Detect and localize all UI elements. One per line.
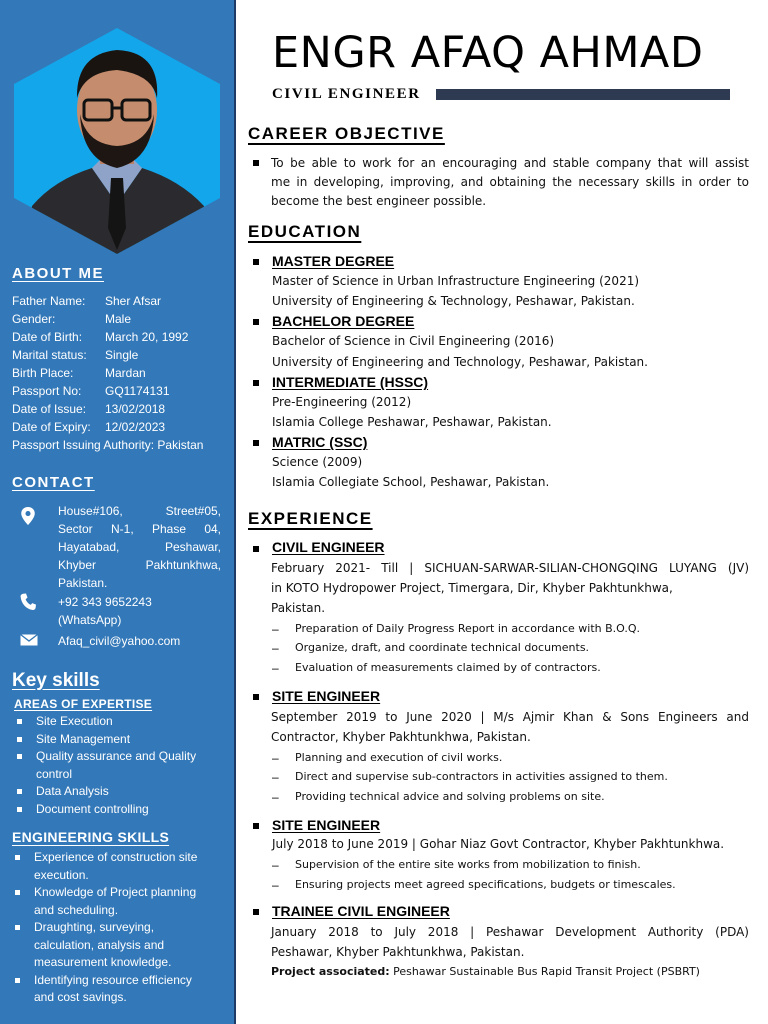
job-duty: Planning and execution of civil works. <box>295 751 503 764</box>
engineering-skills-heading: ENGINEERING SKILLS <box>12 829 170 845</box>
list-item: Quality assurance and Quality control <box>14 748 224 783</box>
dash-bullet: – <box>272 751 279 765</box>
sidebar <box>0 0 236 1024</box>
location-pin-icon <box>20 507 36 525</box>
dash-bullet: – <box>272 661 279 675</box>
contact-heading: CONTACT <box>12 474 95 491</box>
person-name: ENGR AFAQ AHMAD <box>272 28 704 78</box>
about-row: Marital status: Single <box>12 348 139 362</box>
list-item: Identifying resource efficiency and cost savings. <box>12 972 212 1007</box>
engineering-skills-list <box>12 849 212 1007</box>
job-description: January 2018 to July 2018 | Peshawar Development Authority (PDA) Peshawar, Khyber Pakhtunkhwa, Pakistan. <box>271 925 749 959</box>
education-institution: University of Engineering & Technology, Peshawar, Pakistan. <box>272 294 635 308</box>
profile-photo <box>14 28 220 254</box>
phone-icon <box>20 593 36 611</box>
dash-bullet: – <box>272 641 279 655</box>
list-item: Knowledge of Project planning and scheduling. <box>12 884 212 919</box>
job-duty: Direct and supervise sub-contractors in activities assigned to them. <box>295 770 668 783</box>
dash-bullet: – <box>272 622 279 636</box>
career-objective-heading: CAREER OBJECTIVE <box>248 124 445 143</box>
list-item: Site Management <box>14 731 224 749</box>
dash-bullet: – <box>272 878 279 892</box>
dash-bullet: – <box>272 858 279 872</box>
education-heading: EDUCATION <box>248 222 362 241</box>
education-title: INTERMEDIATE (HSSC) <box>272 374 429 390</box>
experience-heading: EXPERIENCE <box>248 509 373 528</box>
job-title: SITE ENGINEER <box>272 688 381 704</box>
bullet-square <box>253 259 259 265</box>
list-item: Experience of construction site execution. <box>12 849 212 884</box>
bullet-square <box>253 694 259 700</box>
education-title: BACHELOR DEGREE <box>272 313 415 329</box>
job-description: February 2021- Till | SICHUAN-SARWAR-SILIAN-CHONGQING LUYANG (JV) in KOTO Hydropower Project, Timergara, Dir, Khyber Pakhtunkhwa, Pakistan. <box>271 561 749 615</box>
phone[interactable]: +92 343 9652243 (WhatsApp) <box>58 595 152 627</box>
bullet-square <box>253 440 259 446</box>
job-duty: Providing technical advice and solving problems on site. <box>295 790 605 803</box>
job-duty: Organize, draft, and coordinate technical documents. <box>295 641 590 654</box>
job-description: September 2019 to June 2020 | M/s Ajmir Khan & Sons Engineers and Contractor, Khyber Pakhtunkhwa, Pakistan. <box>271 710 749 744</box>
education-institution: University of Engineering and Technology, Peshawar, Pakistan. <box>272 355 648 369</box>
areas-heading: AREAS OF EXPERTISE <box>14 697 153 711</box>
address: House#106, Street#05, Sector N-1, Phase 04, Hayatabad, Peshawar, Khyber Pakhtunkhwa, Pakistan. <box>58 504 221 590</box>
title-accent-bar <box>436 89 730 100</box>
about-row: Father Name: Sher Afsar <box>12 294 162 308</box>
job-title: SITE ENGINEER <box>272 817 381 833</box>
about-heading: ABOUT ME <box>12 265 104 282</box>
bullet-square <box>253 160 259 166</box>
job-description: July 2018 to June 2019 | Gohar Niaz Govt Contractor, Khyber Pakhtunkhwa. <box>272 837 725 851</box>
job-title: TRAINEE CIVIL ENGINEER <box>272 903 450 919</box>
job-duty: Preparation of Daily Progress Report in accordance with B.O.Q. <box>295 622 641 635</box>
list-item: Site Execution <box>14 713 224 731</box>
education-detail: Bachelor of Science in Civil Engineering (2016) <box>272 334 555 348</box>
job-title: CIVIL ENGINEER <box>272 86 421 102</box>
education-title: MASTER DEGREE <box>272 253 395 269</box>
dash-bullet: – <box>272 770 279 784</box>
career-objective-text: To be able to work for an encouraging and stable company that will assist me in developing, improving, and obtaining the necessary skills in order to become the best engineer possible. <box>271 156 749 208</box>
about-row: Date of Birth: March 20, 1992 <box>12 330 189 344</box>
education-institution: Islamia Collegiate School, Peshawar, Pakistan. <box>272 475 550 489</box>
bullet-square <box>253 380 259 386</box>
bullet-square <box>253 909 259 915</box>
bullet-square <box>253 319 259 325</box>
bullet-square <box>253 546 259 552</box>
education-institution: Islamia College Peshawar, Peshawar, Pakistan. <box>272 415 552 429</box>
job-title: CIVIL ENGINEER <box>272 539 385 555</box>
areas-list <box>14 713 224 818</box>
key-skills-title: Key skills <box>12 670 100 691</box>
email-link[interactable]: Afaq_civil@yahoo.com <box>58 634 181 648</box>
job-duty: Evaluation of measurements claimed by of contractors. <box>295 661 601 674</box>
education-detail: Science (2009) <box>272 455 363 469</box>
education-title: MATRIC (SSC) <box>272 434 368 450</box>
passport-authority: Passport Issuing Authority: Pakistan <box>12 438 204 452</box>
list-item: Draughting, surveying, calculation, analysis and measurement knowledge. <box>12 919 212 972</box>
about-row: Gender: Male <box>12 312 132 326</box>
list-item: Document controlling <box>14 801 224 819</box>
about-row: Date of Expiry: 12/02/2023 <box>12 420 166 434</box>
job-duty: Ensuring projects meet agreed specifications, budgets or timescales. <box>295 878 676 891</box>
dash-bullet: – <box>272 790 279 804</box>
about-row: Passport No: GQ1174131 <box>12 384 170 398</box>
bullet-square <box>253 823 259 829</box>
email-icon <box>20 634 38 646</box>
project-associated: Project associated: Peshawar Sustainable Bus Rapid Transit Project (PSBRT) <box>271 965 700 978</box>
list-item: Data Analysis <box>14 783 224 801</box>
about-row: Birth Place: Mardan <box>12 366 146 380</box>
education-detail: Master of Science in Urban Infrastructure Engineering (2021) <box>272 274 640 288</box>
job-duty: Supervision of the entire site works from mobilization to finish. <box>295 858 641 871</box>
education-detail: Pre-Engineering (2012) <box>272 395 412 409</box>
about-row: Date of Issue: 13/02/2018 <box>12 402 166 416</box>
